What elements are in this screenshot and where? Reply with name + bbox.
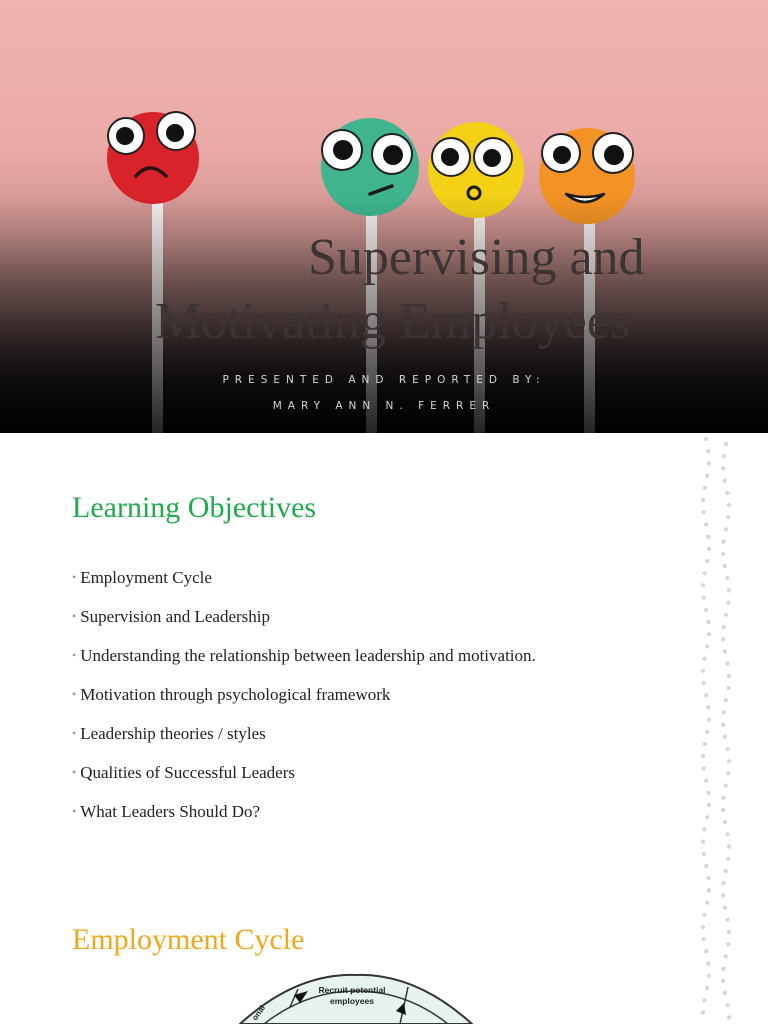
decor-dot: [702, 742, 706, 746]
decor-dot: [726, 686, 730, 690]
presenter-name: MARY ANN N. FERRER: [272, 400, 496, 412]
decor-dot: [724, 954, 728, 958]
decor-dot: [727, 674, 731, 678]
decor-dot: [706, 791, 710, 795]
decor-dot: [721, 723, 725, 727]
decor-dot: [722, 454, 726, 458]
decor-dot: [701, 1010, 705, 1014]
decor-dot: [727, 1015, 731, 1019]
decor-dot: [707, 974, 711, 978]
presentation-title: [0, 226, 768, 354]
decor-dot: [724, 698, 728, 702]
bullet-icon: •: [72, 570, 77, 584]
decor-dot: [704, 522, 708, 526]
bullet-icon: •: [72, 765, 77, 779]
decor-dot: [706, 876, 710, 880]
decor-dot: [725, 576, 729, 580]
decor-dot: [703, 486, 707, 490]
decor-dot: [706, 535, 710, 539]
decor-dot: [707, 461, 711, 465]
decor-dot: [726, 1003, 730, 1007]
bullet-icon: •: [72, 687, 77, 701]
dotted-border-decoration: [696, 433, 736, 1024]
decor-dot: [727, 845, 731, 849]
decor-dot: [707, 547, 711, 551]
decor-dot: [723, 906, 727, 910]
decor-dot: [721, 552, 725, 556]
decor-dot: [701, 498, 705, 502]
decor-dot: [702, 681, 706, 685]
bullet-icon: •: [72, 648, 77, 662]
decor-dot: [701, 925, 705, 929]
decor-dot: [706, 705, 710, 709]
decor-dot: [704, 864, 708, 868]
decor-dot: [705, 644, 709, 648]
list-item: • Supervision and Leadership: [72, 607, 270, 626]
decor-dot: [705, 474, 709, 478]
decor-dot: [701, 583, 705, 587]
decor-dot: [727, 503, 731, 507]
decor-dot: [724, 527, 728, 531]
decor-dot: [702, 510, 706, 514]
decor-dot: [723, 649, 727, 653]
decor-dot: [705, 986, 709, 990]
objectives-slide: [0, 433, 768, 1024]
decor-dot: [725, 918, 729, 922]
list-item: • Leadership theories / styles: [72, 724, 266, 743]
decor-dot: [702, 827, 706, 831]
title-line-2: Motivating Employees: [155, 293, 631, 350]
decor-dot: [702, 852, 706, 856]
decor-dot: [702, 596, 706, 600]
decor-dot: [722, 625, 726, 629]
decor-dot: [701, 840, 705, 844]
decor-dot: [705, 559, 709, 563]
cycle-label-recruit: Recruit potential: [318, 985, 386, 995]
bullet-icon: •: [72, 804, 77, 818]
decor-dot: [701, 754, 705, 758]
decor-dot: [702, 766, 706, 770]
decor-dot: [721, 808, 725, 812]
decor-dot: [727, 588, 731, 592]
decor-dot: [705, 730, 709, 734]
decor-dot: [721, 979, 725, 983]
decor-dot: [706, 962, 710, 966]
objectives-heading: Learning Objectives: [72, 491, 317, 524]
decor-dot: [725, 832, 729, 836]
list-item: • Motivation through psychological framework: [72, 685, 391, 704]
decor-dot: [726, 771, 730, 775]
title-slide: [0, 0, 768, 433]
decor-dot: [723, 735, 727, 739]
decor-dot: [702, 998, 706, 1002]
list-item: • Understanding the relationship between leadership and motivation.: [72, 646, 536, 665]
decor-dot: [702, 937, 706, 941]
decor-dot: [701, 669, 705, 673]
decor-dot: [722, 540, 726, 544]
employment-cycle-heading: Employment Cycle: [72, 923, 305, 956]
decor-dot: [702, 913, 706, 917]
list-item: • Qualities of Successful Leaders: [72, 763, 295, 782]
decor-dot: [725, 662, 729, 666]
decor-dot: [704, 693, 708, 697]
cycle-label-fragment: onal: [250, 1003, 268, 1023]
decor-dot: [726, 515, 730, 519]
decor-dot: [721, 881, 725, 885]
decor-dot: [721, 466, 725, 470]
bullet-icon: •: [72, 609, 77, 623]
decor-dot: [724, 869, 728, 873]
bullet-icon: •: [72, 726, 77, 740]
decor-dot: [704, 437, 708, 441]
decor-dot: [725, 747, 729, 751]
decor-dot: [721, 967, 725, 971]
decor-dot: [705, 901, 709, 905]
cycle-label-employees: employees: [330, 996, 374, 1006]
decor-dot: [721, 637, 725, 641]
decor-dot: [703, 571, 707, 575]
decor-dot: [726, 942, 730, 946]
decor-dot: [726, 857, 730, 861]
decor-dot: [725, 491, 729, 495]
decor-dot: [721, 893, 725, 897]
decor-dot: [703, 657, 707, 661]
decor-dot: [707, 803, 711, 807]
objectives-list: [72, 565, 536, 838]
decor-dot: [726, 601, 730, 605]
list-item: • What Leaders Should Do?: [72, 802, 261, 821]
decor-dot: [727, 930, 731, 934]
decor-dot: [705, 815, 709, 819]
decor-dot: [727, 759, 731, 763]
employment-cycle-diagram: [236, 973, 476, 1024]
decor-dot: [704, 608, 708, 612]
decor-dot: [707, 632, 711, 636]
decor-dot: [704, 779, 708, 783]
decor-dot: [723, 479, 727, 483]
decor-dot: [723, 564, 727, 568]
decor-dot: [724, 442, 728, 446]
decor-dot: [707, 888, 711, 892]
decor-dot: [722, 710, 726, 714]
decor-dot: [721, 796, 725, 800]
decor-dot: [723, 820, 727, 824]
decor-dot: [724, 613, 728, 617]
decor-dot: [706, 449, 710, 453]
decor-dot: [704, 949, 708, 953]
presented-by-label: PRESENTED AND REPORTED BY:: [222, 374, 546, 386]
decor-dot: [723, 991, 727, 995]
title-line-1: Supervising and: [308, 229, 645, 286]
lollipop-photo: [0, 0, 768, 433]
decor-dot: [724, 784, 728, 788]
decor-dot: [706, 620, 710, 624]
decor-dot: [707, 718, 711, 722]
list-item: • Employment Cycle: [72, 568, 212, 587]
